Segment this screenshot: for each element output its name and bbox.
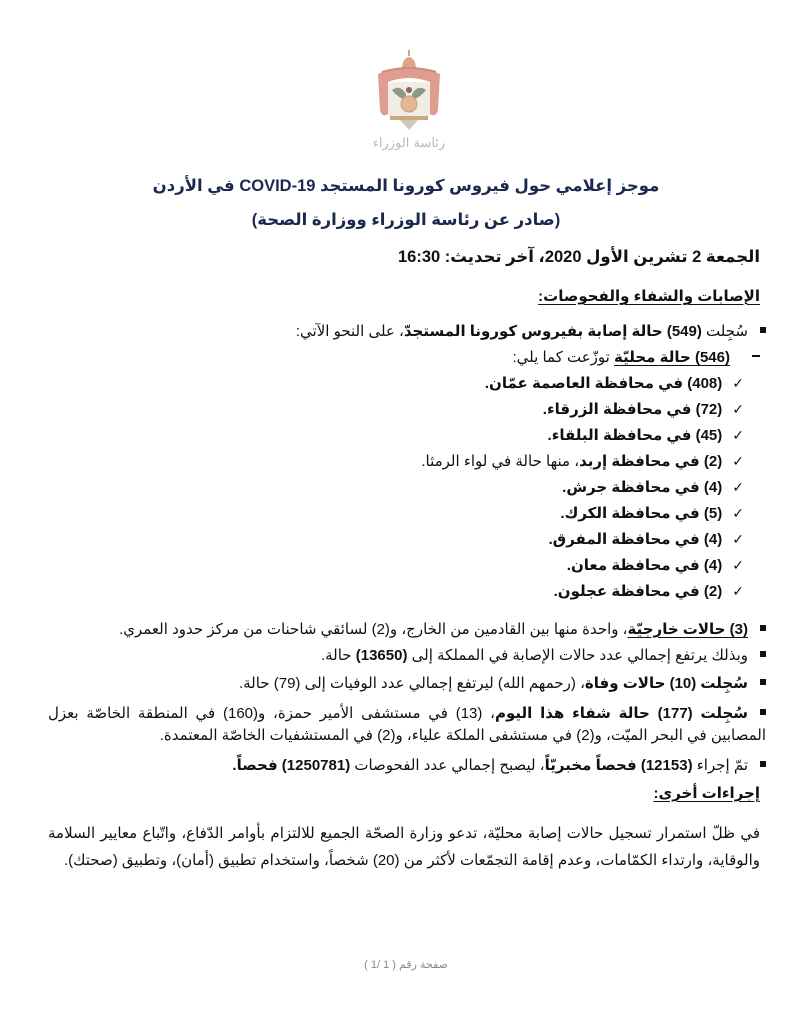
emblem-caption: رئاسة الوزراء: [372, 136, 446, 151]
checkmark-icon: ✓: [732, 454, 744, 470]
checkmark-icon: ✓: [732, 402, 744, 418]
bullet-tests: تمّ إجراء (12153) فحصاً مخبريّاً، ليصبح إجمالي عدد الفحوصات (1250781) فحصاً.: [232, 755, 766, 777]
bullet-local-cases: (546) حالة محليّة توزّعت كما يلي:: [512, 347, 760, 369]
governorate-item: ✓(72) في محافظة الزرقاء.: [543, 399, 744, 421]
other-measures-paragraph: في ظلّ استمرار تسجيل حالات إصابة محليّة، تدعو وزارة الصحّة الجميع للالتزام بأوامر الدّفاع، واتّباع معايير السلامة والوقاية، وارتداء الكمّامات، وعدم إقامة التجمّعات لأكثر من (20) شخصاً، واستخدام تطبيق (أمان)، وتطبيق (صحتك).: [48, 825, 760, 869]
page-number: صفحة رقم ( 1 /1 ): [364, 959, 448, 971]
governorate-item: ✓(2) في محافظة عجلون.: [554, 581, 744, 603]
checkmark-icon: ✓: [732, 376, 744, 392]
checkmark-icon: ✓: [732, 480, 744, 496]
checkmark-icon: ✓: [732, 428, 744, 444]
checkmark-icon: ✓: [732, 558, 744, 574]
square-bullet-icon: [760, 625, 766, 631]
governorate-item: ✓(4) في محافظة جرش.: [562, 477, 744, 499]
checkmark-icon: ✓: [732, 532, 744, 548]
dash-bullet-icon: [752, 355, 760, 357]
dateline: الجمعة 2 تشرين الأول 2020، آخر تحديث: 16:30: [398, 248, 760, 266]
square-bullet-icon: [760, 679, 766, 685]
governorate-item: ✓(5) في محافظة الكرك.: [560, 503, 744, 525]
section-heading-cases: الإصابات والشفاء والفحوصات:: [538, 288, 760, 305]
bullet-total-kingdom: وبذلك يرتفع إجمالي عدد حالات الإصابة في المملكة إلى (13650) حالة.: [321, 645, 766, 667]
governorate-item: ✓(4) في محافظة معان.: [567, 555, 744, 577]
emblem: [370, 48, 448, 158]
square-bullet-icon: [760, 327, 766, 333]
jordan-coat-of-arms-icon: [370, 48, 448, 134]
bullet-deaths: سُجِلت (10) حالات وفاة، (رحمهم الله) ليرتفع إجمالي عدد الوفيات إلى (79) حالة.: [239, 673, 766, 695]
bullet-total-cases: سُجِلت (549) حالة إصابة بفيروس كورونا المستجدّ، على النحو الآتي:: [296, 321, 766, 343]
governorate-item: ✓(408) في محافظة العاصمة عمّان.: [485, 373, 744, 395]
bullet-recoveries: سُجِلت (177) حالة شفاء هذا اليوم، (13) في مستشفى الأمير حمزة، و(160) في المنطقة الخاصّة بعزل المصابين في البحر الميّت، و(2) في مستشفى الملكة علياء، و(2) في المستشفيات الخاصّة المعتمدة.: [48, 705, 766, 744]
square-bullet-icon: [760, 761, 766, 767]
document-subtitle: (صادر عن رئاسة الوزراء ووزارة الصحة): [251, 211, 561, 229]
governorate-item: ✓(4) في محافظة المفرق.: [549, 529, 744, 551]
checkmark-icon: ✓: [732, 584, 744, 600]
governorate-item: ✓(45) في محافظة البلقاء.: [548, 425, 744, 447]
governorate-item: ✓(2) في محافظة إربد، منها حالة في لواء الرمثا.: [421, 451, 744, 473]
square-bullet-icon: [760, 709, 766, 715]
section-heading-other-measures: إجراءات أخرى:: [653, 785, 760, 802]
square-bullet-icon: [760, 651, 766, 657]
bullet-external-cases: (3) حالات خارجيّة، واحدة منها بين القادمين من الخارج، و(2) لسائقي شاحنات من مركز حدود العمري.: [119, 619, 766, 641]
checkmark-icon: ✓: [732, 506, 744, 522]
document-title: موجز إعلامي حول فيروس كورونا المستجد COVID-19 في الأردن: [152, 177, 660, 195]
